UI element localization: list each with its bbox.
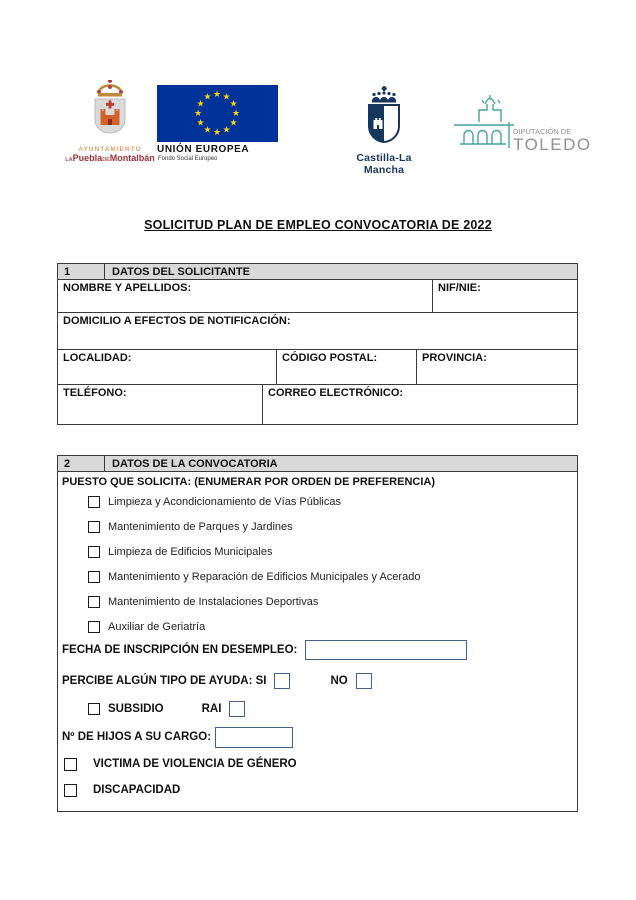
puesto-option-row: Limpieza y Acondicionamiento de Vías Públicas: [88, 496, 341, 508]
hijos-cargo-label: Nº DE HIJOS A SU CARGO:: [62, 731, 212, 743]
field-nombre-apellidos[interactable]: NOMBRE Y APELLIDOS:: [63, 282, 192, 294]
puesto-option-row: Mantenimiento de Parques y Jardines: [88, 521, 293, 533]
castilla-la-mancha-shield-icon: [359, 86, 409, 144]
section-datos-solicitante: [57, 263, 578, 425]
checkbox-parques-jardines[interactable]: [88, 521, 100, 533]
victima-row: [64, 756, 297, 772]
percibe-ayuda-si-label: PERCIBE ALGÚN TIPO DE AYUDA: SI: [62, 675, 267, 687]
checkbox-limpieza-vias[interactable]: [88, 496, 100, 508]
diputacion-toledo-logo: [452, 92, 592, 161]
svg-text:★: ★: [222, 125, 231, 136]
row-localidad-cp-provincia: [57, 350, 578, 385]
section1-number: 1: [58, 264, 105, 279]
toledo-line2-label: TOLEDO: [513, 135, 592, 154]
hijos-cargo-row: [62, 726, 293, 748]
discapacidad-checkbox[interactable]: [64, 784, 77, 797]
subsidio-checkbox[interactable]: [88, 703, 100, 715]
section2-number: 2: [58, 456, 105, 471]
svg-text:★: ★: [212, 90, 222, 100]
page-title: SOLICITUD PLAN DE EMPLEO CONVOCATORIA DE 2022: [144, 218, 492, 232]
section1-header: [57, 263, 578, 280]
field-domicilio[interactable]: DOMICILIO A EFECTOS DE NOTIFICACIÓN:: [63, 315, 291, 327]
section1-title: DATOS DEL SOLICITANTE: [112, 265, 250, 278]
puesto-solicita-label: PUESTO QUE SOLICITA: (ENUMERAR POR ORDEN DE PREFERENCIA): [62, 476, 436, 488]
section2-body: [57, 472, 578, 812]
castilla-la-mancha-label: Castilla-La Mancha: [356, 152, 412, 176]
ayuntamiento-logo: [58, 80, 162, 165]
rai-label: RAI: [201, 703, 222, 715]
castilla-la-mancha-logo: [337, 86, 431, 176]
svg-text:★: ★: [196, 118, 205, 129]
section2-header: [57, 455, 578, 472]
field-nif-nie[interactable]: NIF/NIE:: [432, 280, 577, 312]
fecha-inscripcion-row: [62, 639, 467, 661]
svg-text:★: ★: [203, 92, 212, 103]
svg-text:★: ★: [229, 118, 238, 129]
discapacidad-row: [64, 782, 180, 798]
subsidio-rai-row: [88, 700, 245, 718]
checkbox-limpieza-edificios[interactable]: [88, 546, 100, 558]
svg-text:★: ★: [229, 99, 238, 110]
fecha-inscripcion-input[interactable]: [305, 640, 467, 660]
discapacidad-label: DISCAPACIDAD: [93, 784, 181, 796]
svg-text:★: ★: [203, 125, 212, 136]
field-telefono[interactable]: TELÉFONO:: [63, 387, 127, 399]
row-domicilio: [57, 313, 578, 350]
ayuntamiento-crest-icon: [84, 80, 136, 140]
ayuda-si-checkbox[interactable]: [274, 673, 290, 689]
checkbox-mantenimiento-edificios[interactable]: [88, 571, 100, 583]
puesto-option-row: Auxiliar de Geriatría: [88, 621, 205, 633]
svg-text:★: ★: [193, 109, 203, 119]
svg-text:★: ★: [222, 92, 231, 103]
toledo-gate-icon: [454, 95, 514, 148]
row-nombre-nif: [57, 280, 578, 313]
field-correo-electronico[interactable]: CORREO ELECTRÓNICO:: [262, 385, 577, 424]
victima-checkbox[interactable]: [64, 758, 77, 771]
puesto-option-row: Mantenimiento y Reparación de Edificios Municipales y Acerado: [88, 571, 420, 583]
eu-name-label: UNIÓN EUROPEA: [157, 144, 250, 155]
ayuda-no-label: NO: [330, 675, 348, 687]
puesto-option-row: Limpieza de Edificios Municipales: [88, 546, 272, 558]
subsidio-label: SUBSIDIO: [108, 703, 164, 715]
svg-text:★: ★: [231, 109, 241, 119]
row-telefono-correo: [57, 385, 578, 425]
svg-text:★: ★: [212, 128, 222, 138]
field-provincia[interactable]: PROVINCIA:: [416, 350, 577, 384]
union-europea-logo: [157, 85, 279, 162]
fecha-inscripcion-label: FECHA DE INSCRIPCIÓN EN DESEMPLEO:: [62, 644, 298, 656]
checkbox-instalaciones-deportivas[interactable]: [88, 596, 100, 608]
ayuntamiento-label: AYUNTAMIENTO: [78, 146, 142, 153]
checkbox-auxiliar-geriatria[interactable]: [88, 621, 100, 633]
rai-checkbox[interactable]: [229, 701, 245, 717]
percibe-ayuda-row: [62, 672, 372, 690]
ayuda-no-checkbox[interactable]: [356, 673, 372, 689]
ayuntamiento-town-name: LAPueblaDEMontalbán: [65, 153, 155, 163]
puesto-option-row: Mantenimiento de Instalaciones Deportivas: [88, 596, 318, 608]
field-localidad[interactable]: LOCALIDAD:: [63, 352, 132, 364]
section-datos-convocatoria: [57, 455, 578, 472]
section2-title: DATOS DE LA CONVOCATORIA: [112, 457, 278, 470]
eu-fondo-social-label: Fondo Social Europeo: [158, 156, 218, 162]
svg-text:★: ★: [196, 99, 205, 110]
toledo-line1-label: DIPUTACIÓN DE: [513, 127, 572, 136]
eu-flag-icon: [157, 85, 278, 142]
field-codigo-postal[interactable]: CÓDIGO POSTAL:: [276, 350, 416, 384]
victima-label: VICTIMA DE VIOLENCIA DE GÉNERO: [93, 758, 297, 770]
hijos-cargo-input[interactable]: [215, 727, 293, 748]
